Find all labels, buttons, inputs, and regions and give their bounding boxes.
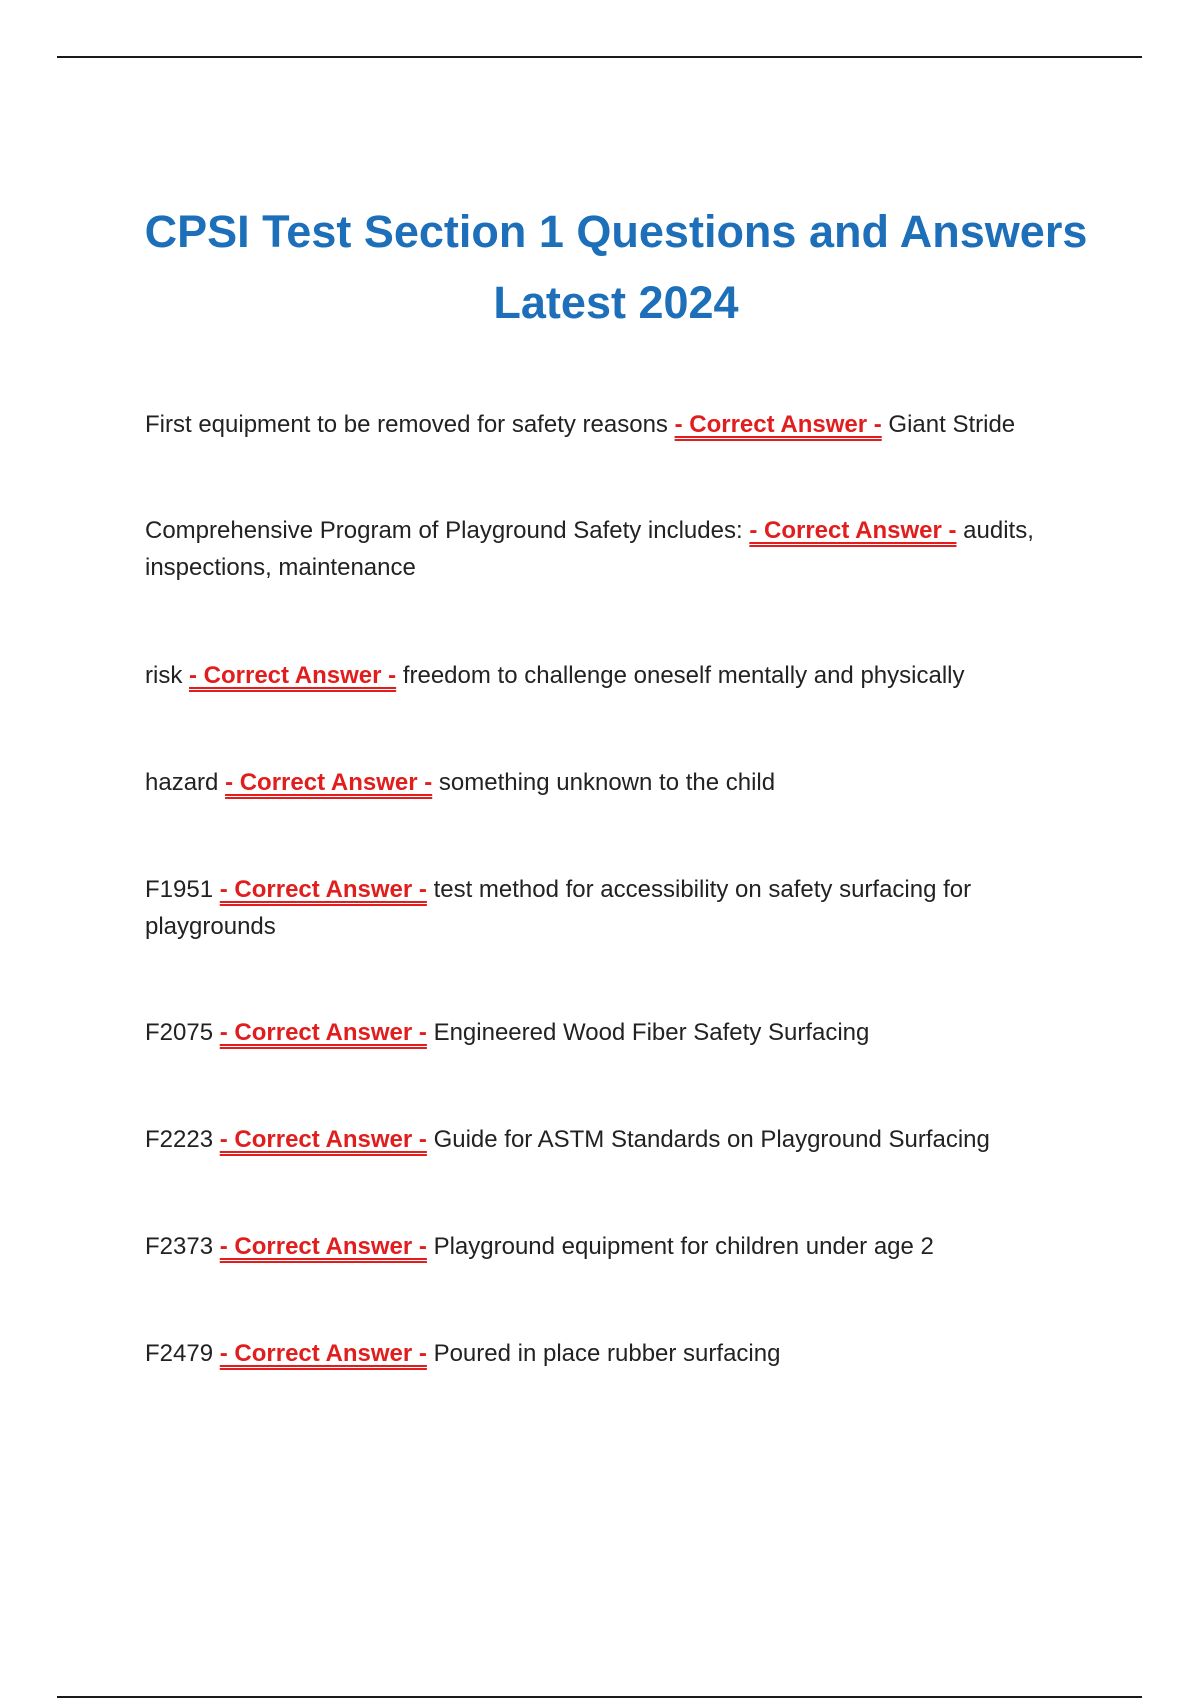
qa-item-8 [145, 1228, 1095, 1265]
qa-item-9 [145, 1335, 1095, 1372]
correct-answer-separator: - Correct Answer - [219, 1340, 427, 1367]
question-text: First equipment to be removed for safety reasons [145, 411, 668, 438]
correct-answer-separator: - Correct Answer - [219, 1233, 427, 1260]
answer-text: Engineered Wood Fiber Safety Surfacing [433, 1019, 870, 1046]
question-text: hazard [145, 769, 219, 796]
answer-text: Guide for ASTM Standards on Playground Surfacing [433, 1126, 990, 1153]
qa-item-5 [145, 871, 1095, 945]
answer-text: freedom to challenge oneself mentally and physically [402, 662, 965, 689]
answer-text: Giant Stride [888, 411, 1016, 438]
question-text: risk [145, 662, 183, 689]
qa-item-6 [145, 1014, 1095, 1051]
top-rule [57, 56, 1142, 58]
answer-text: Poured in place rubber surfacing [433, 1340, 781, 1367]
correct-answer-separator: - Correct Answer - [219, 1126, 427, 1153]
title-line-2: Latest 2024 [493, 277, 739, 328]
title-line-1: CPSI Test Section 1 Questions and Answers [144, 206, 1088, 257]
bottom-rule [57, 1696, 1142, 1698]
qa-item-1 [145, 406, 1095, 443]
correct-answer-separator: - Correct Answer - [189, 662, 397, 689]
question-text: Comprehensive Program of Playground Safety includes: [145, 517, 743, 544]
answer-text: Playground equipment for children under age 2 [433, 1233, 934, 1260]
qa-item-2 [145, 512, 1095, 586]
question-text: F2479 [145, 1340, 214, 1367]
correct-answer-separator: - Correct Answer - [674, 411, 882, 438]
qa-item-4 [145, 764, 1095, 801]
correct-answer-separator: - Correct Answer - [225, 769, 433, 796]
correct-answer-separator: - Correct Answer - [749, 517, 957, 544]
answer-text: audits, inspections, maintenance [145, 517, 1034, 581]
question-text: F1951 [145, 876, 214, 903]
question-text: F2075 [145, 1019, 214, 1046]
question-text: F2373 [145, 1233, 214, 1260]
qa-item-7 [145, 1121, 1095, 1158]
correct-answer-separator: - Correct Answer - [219, 876, 427, 903]
qa-item-3 [145, 657, 1095, 694]
page-title [100, 196, 1132, 338]
answer-text: something unknown to the child [438, 769, 776, 796]
question-text: F2223 [145, 1126, 214, 1153]
answer-text: test method for accessibility on safety surfacing for playgrounds [145, 876, 972, 940]
correct-answer-separator: - Correct Answer - [219, 1019, 427, 1046]
